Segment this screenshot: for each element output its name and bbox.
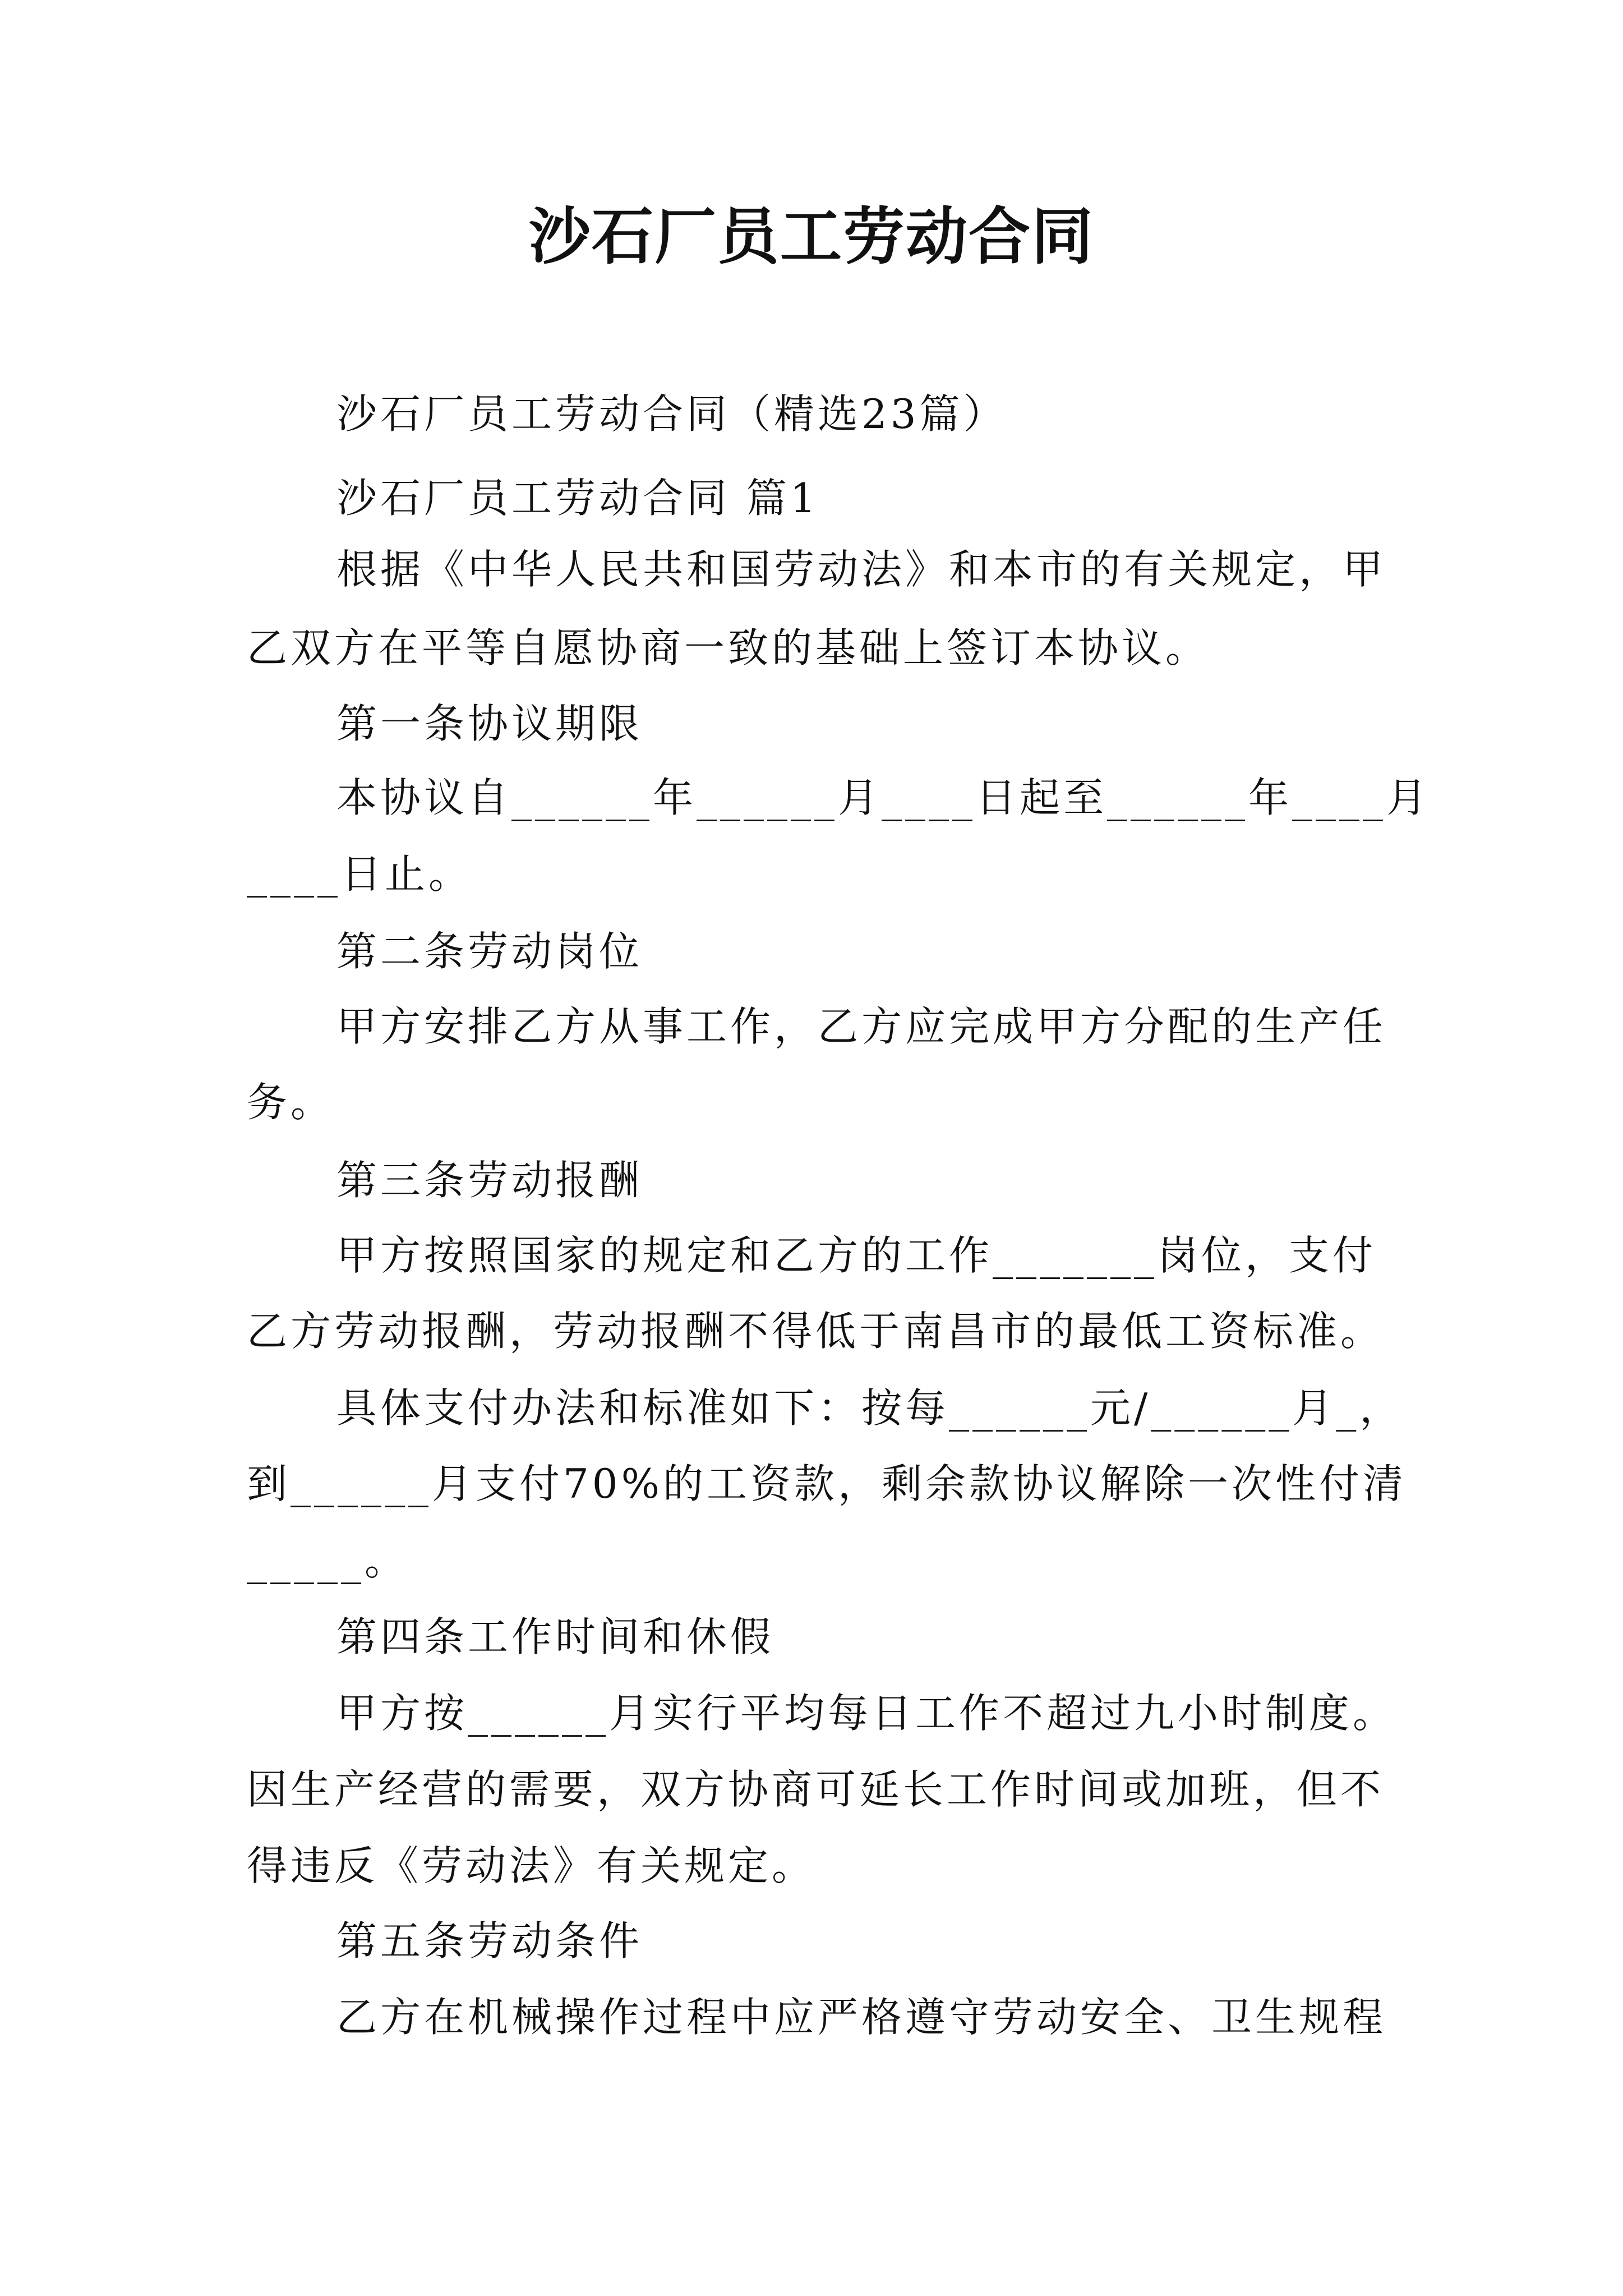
paragraph-line: 乙方在机械操作过程中应严格遵守劳动安全、卫生规程 [336,1994,1387,2041]
article-heading: 第五条劳动条件 [336,1917,643,1964]
paragraph-line: 务。 [247,1079,335,1126]
article-heading: 第三条劳动报酬 [336,1157,643,1204]
paragraph-line: 因生产经营的需要，双方协商可延长工作时间或加班，但不 [247,1766,1385,1813]
article-heading: 第四条工作时间和休假 [336,1613,774,1660]
paragraph-line: 到______月支付70%的工资款，剩余款协议解除一次性付清 [247,1460,1407,1507]
paragraph-line: _____。 [247,1537,409,1584]
paragraph-line: 根据《中华人民共和国劳动法》和本市的有关规定，甲 [336,546,1387,593]
section-heading: 沙石厂员工劳动合同 篇1 [336,475,819,522]
paragraph-line: 甲方安排乙方从事工作，乙方应完成甲方分配的生产任 [336,1003,1387,1050]
paragraph-line: 乙双方在平等自愿协商一致的基础上签订本协议。 [247,624,1210,671]
paragraph-line: ____日止。 [247,850,473,898]
paragraph-line: 得违反《劳动法》有关规定。 [247,1842,816,1889]
paragraph-line: 甲方按照国家的规定和乙方的工作_______岗位，支付 [336,1232,1377,1279]
document-title: 沙石厂员工劳动合同 [529,200,1094,273]
paragraph-line: 本协议自______年______月____日起至______年____月 [336,774,1431,821]
document-subtitle: 沙石厂员工劳动合同（精选23篇） [336,390,1007,438]
paragraph-line: 甲方按______月实行平均每日工作不超过九小时制度。 [336,1690,1397,1737]
article-heading: 第一条协议期限 [336,700,643,747]
paragraph-line: 具体支付办法和标准如下：按每______元/______月_， [336,1384,1404,1432]
paragraph-line: 乙方劳动报酬，劳动报酬不得低于南昌市的最低工资标准。 [247,1308,1385,1355]
article-heading: 第二条劳动岗位 [336,928,643,975]
